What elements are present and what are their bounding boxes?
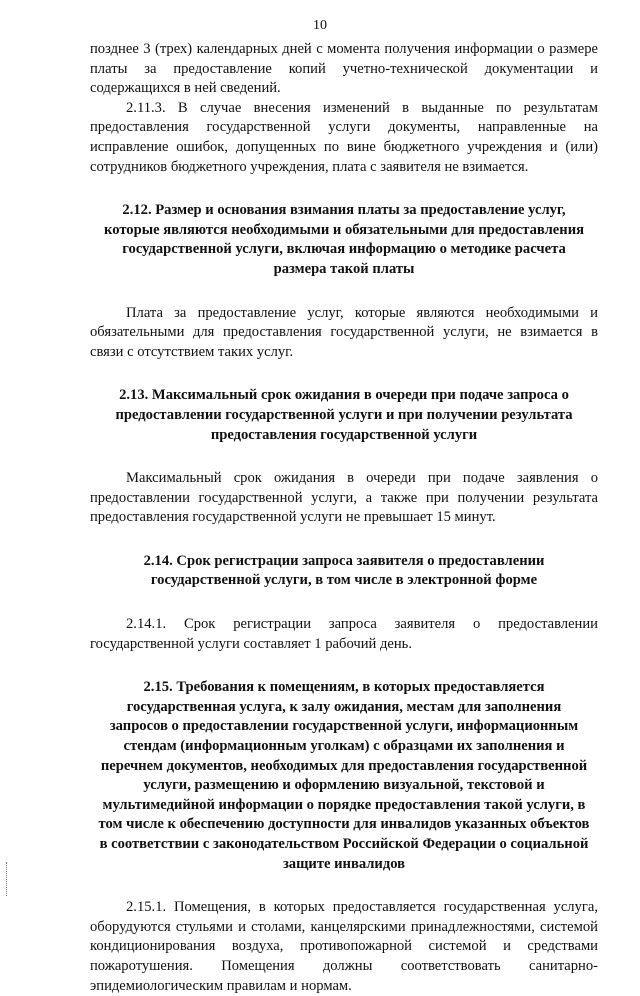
heading-2-15: 2.15. Требования к помещениям, в которых предоставляется государственная услуга, к залу ожидания, местам для заполнения запросов о предоставлении государственной услуги, информационным стендам (информационным уголкам) с образцами их заполнения и перечнем документов, необходимых для предоставления государственной услуги, размещению и оформлению визуальной, текстовой и мультимедийной информации о порядке предоставления такой услуги, в том числе к обеспечению доступности для инвалидов указанных объектов в соответствии с законодательством Российской Федерации о социальной защите инвалидов: [98, 679, 590, 872]
paragraph-2-14-1: 2.14.1. Срок регистрации запроса заявителя о предоставлении государственной услуги составляет 1 рабочий день.: [90, 616, 598, 652]
paragraph-2-13: Максимальный срок ожидания в очереди при подаче заявления о предоставлении государственной услуги, а также при получении результата предоставления государственной услуги не превышает 15 минут.: [90, 470, 598, 526]
paragraph-continuation: позднее 3 (трех) календарных дней с момента получения информации о размере платы за предоставление копий учетно-технической документации и содержащихся в ней сведений.: [90, 41, 598, 97]
paragraph-2-11-3: 2.11.3. В случае внесения изменений в выданные по результатам предоставления государственной услуги документы, направленные на исправление ошибок, допущенных по вине бюджетного учреждения и (или) сотрудников бюджетного учреждения, плата с заявителя не взимается.: [90, 99, 598, 175]
heading-2-12: 2.12. Размер и основания взимания платы за предоставление услуг, которые являются необходимыми и обязательными для предоставления государственной услуги, включая информацию о методике расчета размера такой платы: [104, 202, 584, 277]
page-content: [90, 40, 598, 996]
paragraph-2-12: Плата за предоставление услуг, которые являются необходимыми и обязательными для предоставления государственной услуги, не взимается в связи с отсутствием таких услуг.: [90, 304, 598, 360]
scan-margin-mark: [6, 862, 10, 896]
heading-2-14: 2.14. Срок регистрации запроса заявителя о предоставлении государственной услуги, в том числе в электронной форме: [143, 552, 545, 589]
paragraph-2-15-1: 2.15.1. Помещения, в которых предоставляется государственная услуга, оборудуются стульями и столами, канцелярскими принадлежностями, системой кондиционирования воздуха, противопожарной системой и средствами пожаротушения. Помещения должны соответствовать санитарно-эпидемиологическим правилам и нормам.: [90, 899, 598, 994]
page-number: 10: [313, 18, 327, 33]
heading-2-13: 2.13. Максимальный срок ожидания в очереди при подаче запроса о предоставлении государственной услуги и при получении результата предоставления государственной услуги: [115, 387, 573, 443]
